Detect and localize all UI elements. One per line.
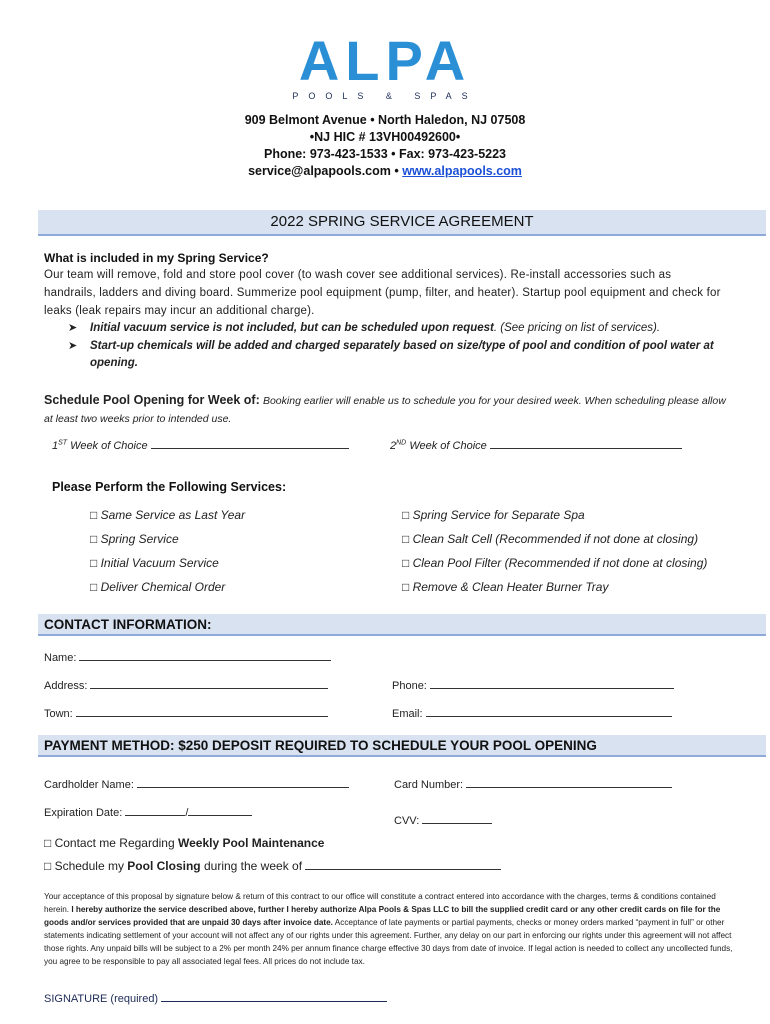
company-contact-line <box>0 164 770 178</box>
services-heading: Please Perform the Following Services: <box>52 480 287 494</box>
logo-tagline: POOLS & SPAS <box>292 91 478 101</box>
expiration-row: Expiration Date: / <box>44 803 252 819</box>
cardholder-row: Cardholder Name: <box>44 775 349 791</box>
address-field[interactable] <box>90 676 328 689</box>
contact-name-row: Name: <box>44 648 331 664</box>
service-option[interactable]: □ Deliver Chemical Order <box>90 580 226 594</box>
company-logo <box>0 28 770 108</box>
company-phone-fax: Phone: 973-423-1533 • Fax: 973-423-5223 <box>263 147 507 161</box>
schedule-section <box>44 391 734 428</box>
bullet-vacuum-rest: . (See pricing on list of services). <box>493 322 661 334</box>
name-field[interactable] <box>79 648 331 661</box>
contact-heading: CONTACT INFORMATION: <box>38 614 766 636</box>
company-license: •NJ HIC # 13VH00492600• <box>309 130 461 144</box>
closing-option[interactable]: □ Schedule my Pool Closing during the week of <box>44 857 501 873</box>
phone-field[interactable] <box>430 676 674 689</box>
company-email: service@alpapools.com <box>248 164 391 178</box>
service-option[interactable]: □ Clean Pool Filter (Recommended if not done at closing) <box>402 556 708 570</box>
closing-week-field[interactable] <box>305 857 501 870</box>
first-week-field[interactable] <box>151 436 349 449</box>
bullet-vacuum-bold: Initial vacuum service is not included, but can be scheduled upon request <box>90 322 494 334</box>
included-question: What is included in my Spring Service? <box>44 251 269 265</box>
included-paragraph: Our team will remove, fold and store pool cover (to wash cover see additional services). Re-install accessories such as handrails, ladders and diving board. Summerize pool equipment (pump, filter, and heater). Startup pool equipment and check for leaks (leak repairs may incur an additional charge). <box>44 269 721 317</box>
service-option[interactable]: □ Spring Service <box>90 532 179 546</box>
bullet-chemicals <box>68 338 738 372</box>
cvv-row: CVV: <box>394 811 492 827</box>
arrow-bullet-icon: ➤ <box>68 340 78 352</box>
first-week-choice: 1ST Week of Choice <box>52 436 349 452</box>
service-option[interactable]: □ Spring Service for Separate Spa <box>402 508 585 522</box>
service-option[interactable]: □ Remove & Clean Heater Burner Tray <box>402 580 609 594</box>
expiration-month-field[interactable] <box>125 803 185 816</box>
town-field[interactable] <box>76 704 328 717</box>
cvv-field[interactable] <box>422 811 492 824</box>
email-field[interactable] <box>426 704 672 717</box>
schedule-note: Booking earlier will enable us to schedule you for your desired week. When scheduling please allow at least two weeks prior to intended use. <box>44 395 726 425</box>
service-option[interactable]: □ Initial Vacuum Service <box>90 556 219 570</box>
contact-separator: • <box>390 164 403 178</box>
signature-row: SIGNATURE (required) <box>44 989 387 1005</box>
card-number-row: Card Number: <box>394 775 672 791</box>
signature-field[interactable] <box>161 989 387 1002</box>
contact-phone-row: Phone: <box>392 676 674 692</box>
payment-heading: PAYMENT METHOD: $250 DEPOSIT REQUIRED TO SCHEDULE YOUR POOL OPENING <box>38 735 766 757</box>
schedule-label: Schedule Pool Opening for Week of: <box>44 393 260 407</box>
legal-terms: Your acceptance of this proposal by signature below & return of this contract to our office will constitute a contract entered into accordance with the charges, terms & conditions contained herein. I hereby authorize the service described above, further I hereby authorize Alpa Pools & Spas LLC to bill the supplied credit card or any other credit cards on file for the goods and/or services provided that are unpaid 30 days after invoice date. Acceptance of late payments or partial payments, checks or money orders marked “payment in full” or other statements indicating settlement of your account will not affect any of our rights under this agreement. Further, any delay on our part in enforcing our rights under this agreement will not affect those rights. Any unpaid bills will be subject to a 2% per month 24% per annum finance charge effective 30 days from date of invoice. If legal action is needed to collect any uncollected funds, you agree to be responsible to pay all associated legal fees. All prices do not include tax. <box>44 892 733 966</box>
service-option[interactable]: □ Same Service as Last Year <box>90 508 246 522</box>
second-week-choice: 2ND Week of Choice <box>390 436 682 452</box>
agreement-title: 2022 SPRING SERVICE AGREEMENT <box>38 210 766 236</box>
second-week-field[interactable] <box>490 436 682 449</box>
contact-address-row: Address: <box>44 676 328 692</box>
card-number-field[interactable] <box>466 775 672 788</box>
service-option[interactable]: □ Clean Salt Cell (Recommended if not done at closing) <box>402 532 699 546</box>
company-website-link[interactable]: www.alpapools.com <box>402 164 522 178</box>
bullet-vacuum <box>68 320 738 337</box>
contact-town-row: Town: <box>44 704 328 720</box>
company-address: 909 Belmont Avenue • North Haledon, NJ 07508 <box>244 113 526 127</box>
expiration-year-field[interactable] <box>188 803 252 816</box>
maintenance-option[interactable]: □ Contact me Regarding Weekly Pool Maintenance <box>44 836 325 850</box>
arrow-bullet-icon: ➤ <box>68 322 78 334</box>
contact-email-row: Email: <box>392 704 672 720</box>
logo-wordmark: ALPA <box>298 29 472 92</box>
cardholder-field[interactable] <box>137 775 349 788</box>
bullet-chemicals-text: Start-up chemicals will be added and charged separately based on size/type of pool and condition of pool water at opening. <box>90 340 714 369</box>
